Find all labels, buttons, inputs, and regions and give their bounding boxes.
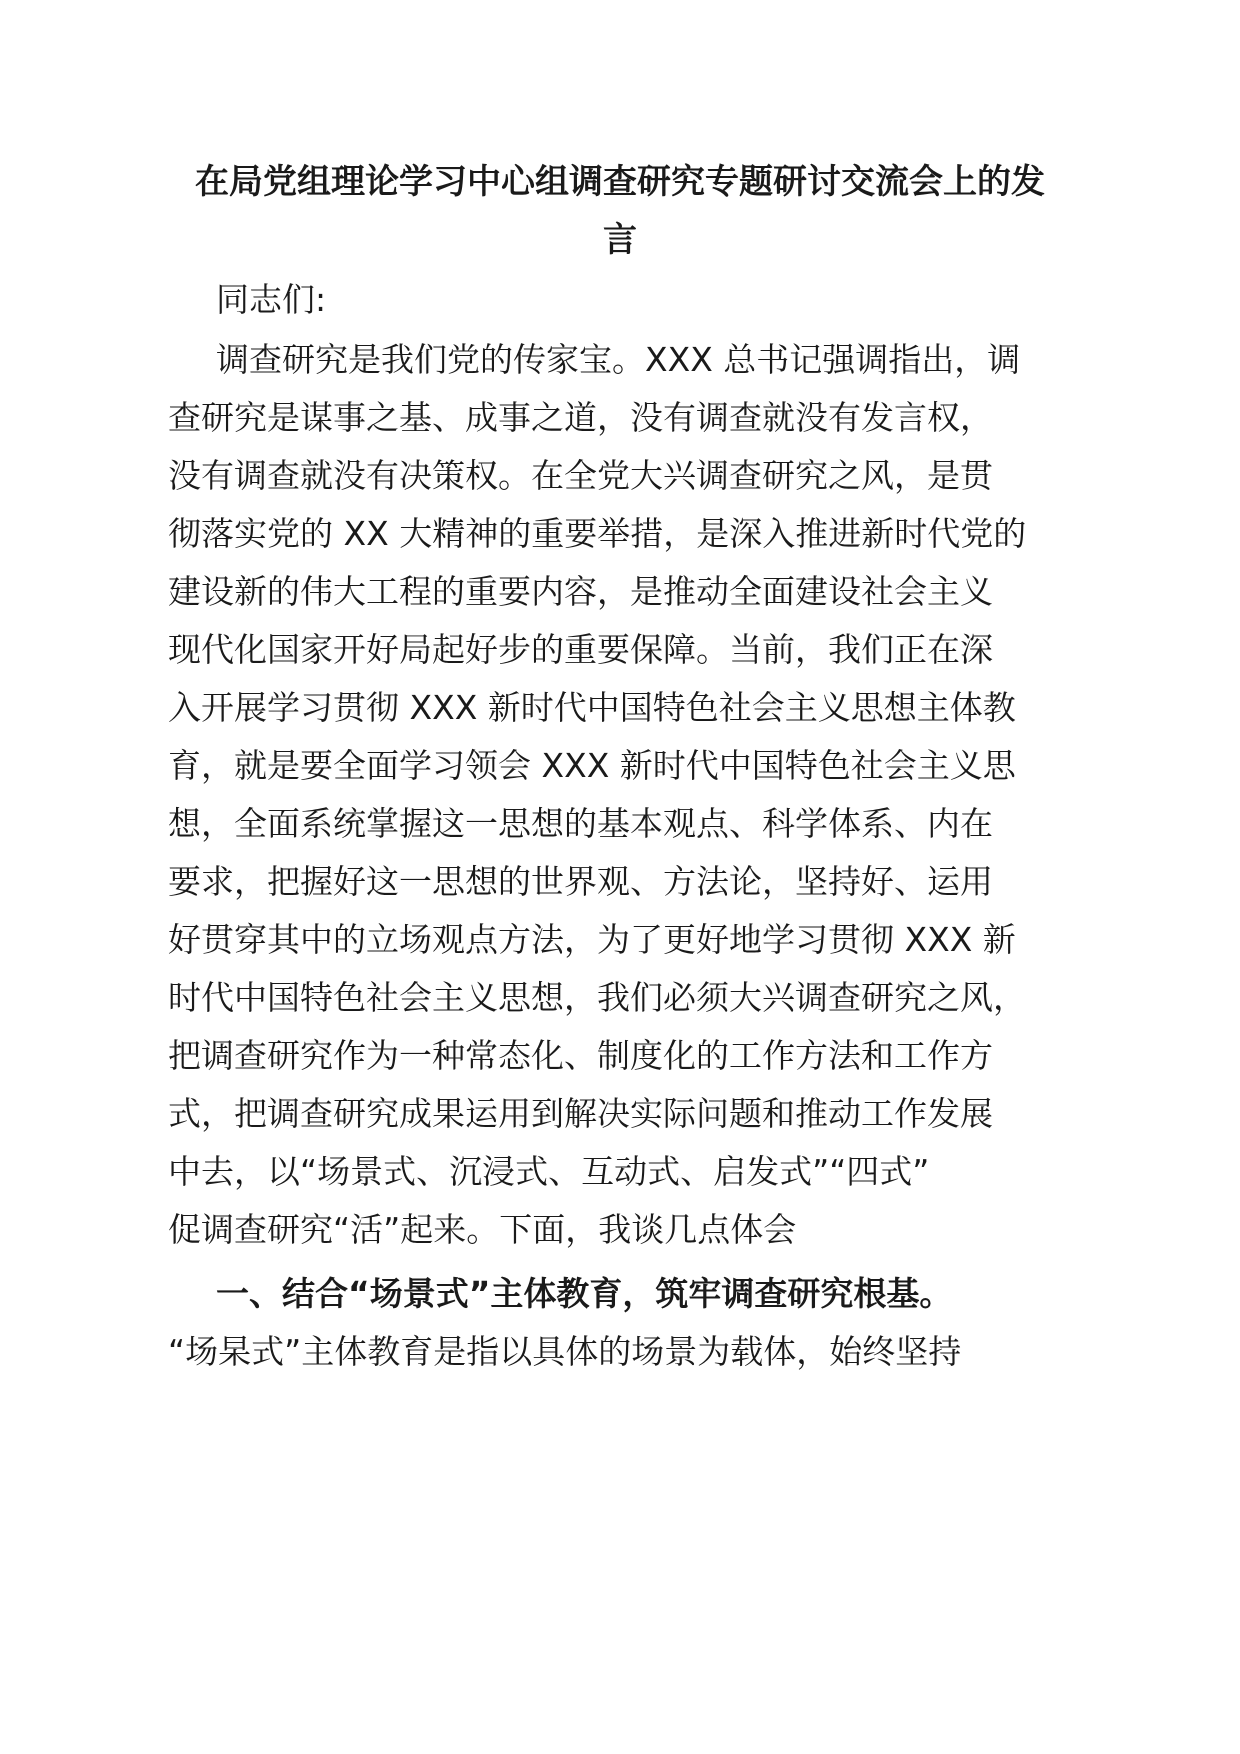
paragraph-line: 时代中国特色社会主义思想，我们必须大兴调查研究之风，: [168, 978, 1026, 1017]
paragraph-line: 没有调查就没有决策权。在全党大兴调查研究之风，是贯: [168, 456, 993, 495]
section-heading: 一、结合“场景式”主体教育，筑牢调查研究根基。: [216, 1274, 953, 1313]
paragraph-line: 育，就是要全面学习领会 XXX 新时代中国特色社会主义思: [168, 746, 1016, 785]
document-title-line-2: 言: [603, 220, 637, 260]
paragraph-line: 彻落实党的 XX 大精神的重要举措，是深入推进新时代党的: [168, 514, 1027, 553]
paragraph-line: 现代化国家开好局起好步的重要保障。当前，我们正在深: [168, 630, 993, 669]
paragraph-line: 查研究是谋事之基、成事之道，没有调查就没有发言权，: [168, 398, 993, 437]
paragraph-line: 式，把调查研究成果运用到解决实际问题和推动工作发展: [168, 1094, 993, 1133]
paragraph-line: 把调查研究作为一种常态化、制度化的工作方法和工作方: [168, 1036, 993, 1075]
paragraph-line: “场杲式”主体教育是指以具体的场景为载体，始终坚持: [168, 1332, 962, 1371]
paragraph-line: 中去，以“场景式、沉浸式、互动式、启发式”“四式”: [168, 1152, 930, 1191]
paragraph-line: 促调查研究“活”起来。下面，我谈几点体会: [168, 1210, 797, 1249]
paragraph-line: 想，全面系统掌握这一思想的基本观点、科学体系、内在: [168, 804, 993, 843]
paragraph-line: 建设新的伟大工程的重要内容，是推动全面建设社会主义: [168, 572, 993, 611]
paragraph-line: 好贯穿其中的立场观点方法，为了更好地学习贯彻 XXX 新: [168, 920, 1016, 959]
salutation: 同志们:: [216, 280, 327, 319]
paragraph-line: 要求，把握好这一思想的世界观、方法论，坚持好、运用: [168, 862, 993, 901]
paragraph-line: 调查研究是我们党的传家宝。XXX 总书记强调指出，调: [216, 340, 1021, 379]
paragraph-line: 入开展学习贯彻 XXX 新时代中国特色社会主义思想主体教: [168, 688, 1016, 727]
document-title-line-1: 在局党组理论学习中心组调查研究专题研讨交流会上的发: [195, 162, 1045, 202]
